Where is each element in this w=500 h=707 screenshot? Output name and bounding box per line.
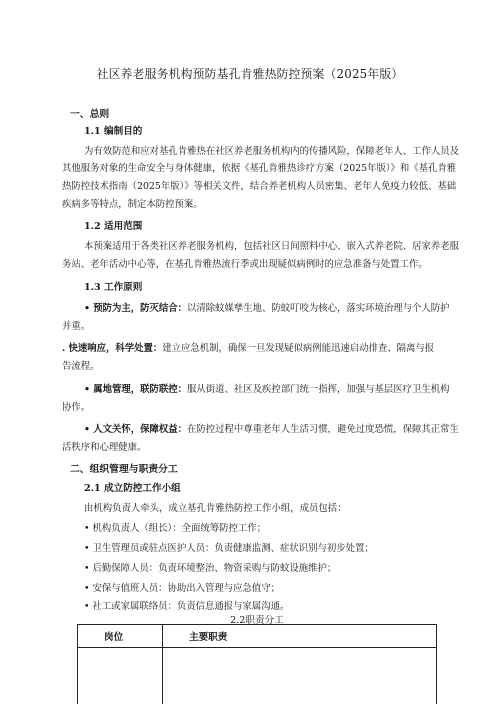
- paragraph-line: 为有效防范和应对基孔肯雅热在社区养老服务机构内的传播风险，保障老年人、工作人员及: [84, 146, 460, 157]
- member-item: • 后勤保障人员：负责环境整治、物资采购与防蚊设施维护；: [84, 563, 337, 574]
- principle-text: 服从街道、社区及疾控部门统一指挥，加强与基层医疗卫生机构: [187, 384, 450, 395]
- paragraph-line: 并重。: [62, 321, 91, 332]
- table-row: [78, 648, 437, 705]
- paragraph-line: 疾病多等特点，制定本防控预案。: [62, 199, 203, 210]
- principle-text: 建立应急机制，确保一旦发现疑似病例能迅速启动排查、隔离与报: [162, 343, 435, 354]
- member-item: • 机构负责人（组长）：全面统筹防控工作；: [84, 523, 266, 534]
- member-item: • 社工或家属联络员：负责信息通报与家属沟通。: [84, 601, 290, 612]
- paragraph-line: 协作。: [62, 402, 91, 413]
- principle-item: [62, 342, 454, 356]
- principle-item: [84, 423, 476, 437]
- section-1-2-heading: 1.2 适用范围: [84, 221, 143, 232]
- member-item: • 安保与值班人员：协助出入管理与应急值守；: [84, 583, 281, 594]
- column-header-duties: 主要职责: [163, 625, 437, 648]
- principle-title: • 人文关怀，保障权益：: [84, 424, 188, 435]
- table-cell: [163, 648, 437, 705]
- principle-text: 在防控过程中尊重老年人生活习惯，避免过度恐慌，保障其正常生: [187, 424, 459, 435]
- principle-text: 以清除蚊媒孳生地、防蚊叮咬为核心，落实环境治理与个人防护: [187, 303, 450, 314]
- paragraph-line: 本预案适用于各类社区养老服务机构，包括社区日间照料中心、嵌入式养老院、居家养老服: [84, 241, 460, 252]
- paragraph-line: 热防控技术指南（2025年版）》等相关文件，结合养老机构人员密集、老年人免疫力较低、基础: [62, 181, 457, 192]
- paragraph-line: 务站、老年活动中心等，在基孔肯雅热流行季或出现疑似病例时的应急准备与处置工作。: [62, 259, 428, 270]
- paragraph-line: 活秩序和心理健康。: [62, 442, 147, 453]
- principle-title: • 属地管理，联防联控：: [84, 384, 188, 395]
- table-cell: [78, 648, 163, 705]
- section-2-1-heading: 2.1 成立防控工作小组: [84, 483, 181, 494]
- principle-title: . 快速响应，科学处置：: [62, 343, 163, 354]
- paragraph-line: 告流程。: [62, 361, 100, 372]
- duty-table: [77, 624, 437, 704]
- section-2-heading: 二、组织管理与职责分工: [70, 464, 178, 475]
- principle-item: [84, 383, 476, 397]
- principle-title: • 预防为主，防灭结合：: [84, 303, 188, 314]
- duty-table-container: [77, 624, 437, 704]
- column-header-position: 岗位: [78, 625, 163, 648]
- table-header-row: [78, 625, 437, 648]
- section-1-1-heading: 1.1 编制目的: [84, 126, 143, 137]
- document-title: 社区养老服务机构预防基孔肯雅热防控预案（2025年版）: [96, 67, 404, 81]
- paragraph-line: 其他服务对象的生命安全与身体健康，依据《基孔肯雅热诊疗方案（2025年版）》和《基孔肯雅: [62, 163, 457, 174]
- member-item: • 卫生管理员或驻点医护人员：负责健康监测、症状识别与初步处置；: [84, 543, 374, 554]
- section-1-heading: 一、总则: [70, 109, 110, 120]
- paragraph-line: 由机构负责人牵头，成立基孔肯雅热防控工作小组，成员包括：: [84, 503, 347, 514]
- principle-item: [84, 302, 476, 316]
- section-1-3-heading: 1.3 工作原则: [84, 282, 143, 293]
- table-caption: 2.2职责分工: [230, 615, 284, 626]
